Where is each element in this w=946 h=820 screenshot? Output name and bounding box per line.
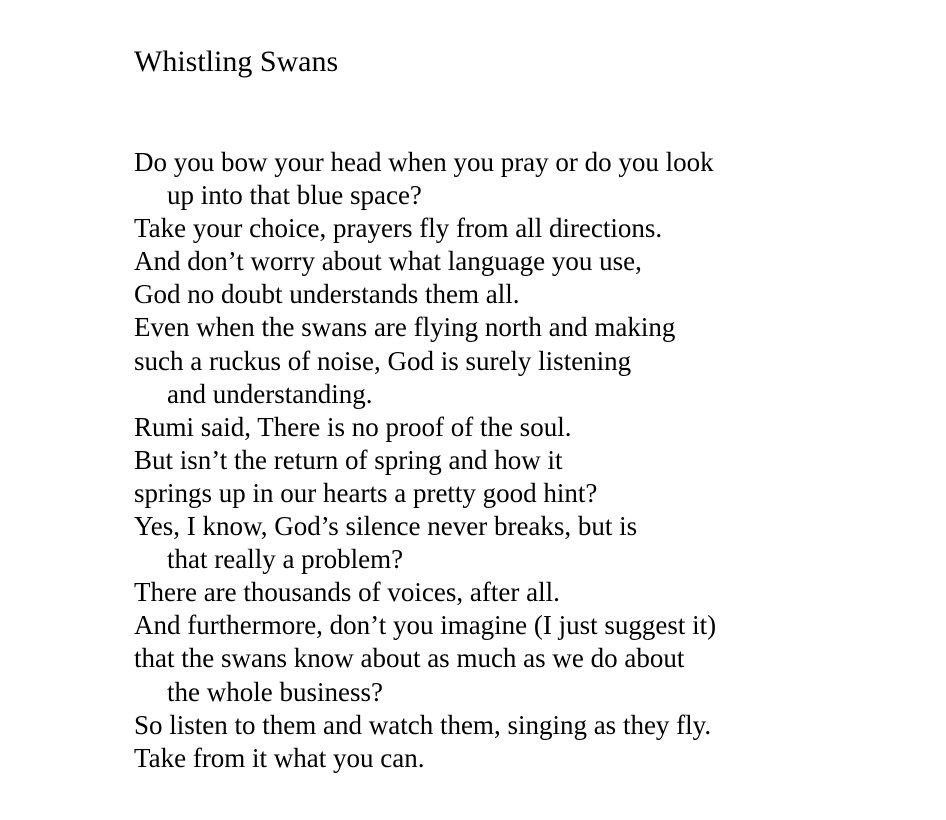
poem-line: and understanding. — [167, 378, 373, 409]
poem-line: Rumi said, There is no proof of the soul. — [134, 411, 572, 442]
poem-line: God no doubt understands them all. — [134, 279, 520, 310]
poem-line: Even when the swans are flying north and making — [134, 312, 676, 343]
poem-line: Do you bow your head when you pray or do you look — [134, 147, 714, 177]
poem-line: the whole business? — [167, 676, 383, 707]
poem-line: up into that blue space? — [167, 180, 422, 211]
poem-line: Take your choice, prayers fly from all directions. — [134, 213, 663, 244]
poem-line: And don’t worry about what language you use, — [134, 246, 642, 277]
poem-line: So listen to them and watch them, singing as they fly. — [134, 709, 712, 740]
poem-line: springs up in our hearts a pretty good hint? — [134, 477, 598, 508]
poem-line: Yes, I know, God’s silence never breaks, but is — [134, 511, 638, 542]
poem-line: Take from it what you can. — [134, 742, 425, 773]
poem-line: But isn’t the return of spring and how it — [134, 444, 563, 475]
poem-line: such a ruckus of noise, God is surely listening — [134, 345, 632, 376]
poem-line: that the swans know about as much as we do about — [134, 643, 685, 674]
poem-line: And furthermore, don’t you imagine (I just suggest it) — [134, 610, 717, 641]
poem-title: Whistling Swans — [134, 45, 339, 78]
poem-line: that really a problem? — [167, 544, 404, 575]
poem-body — [134, 146, 716, 775]
poem-line: There are thousands of voices, after all. — [134, 577, 560, 608]
